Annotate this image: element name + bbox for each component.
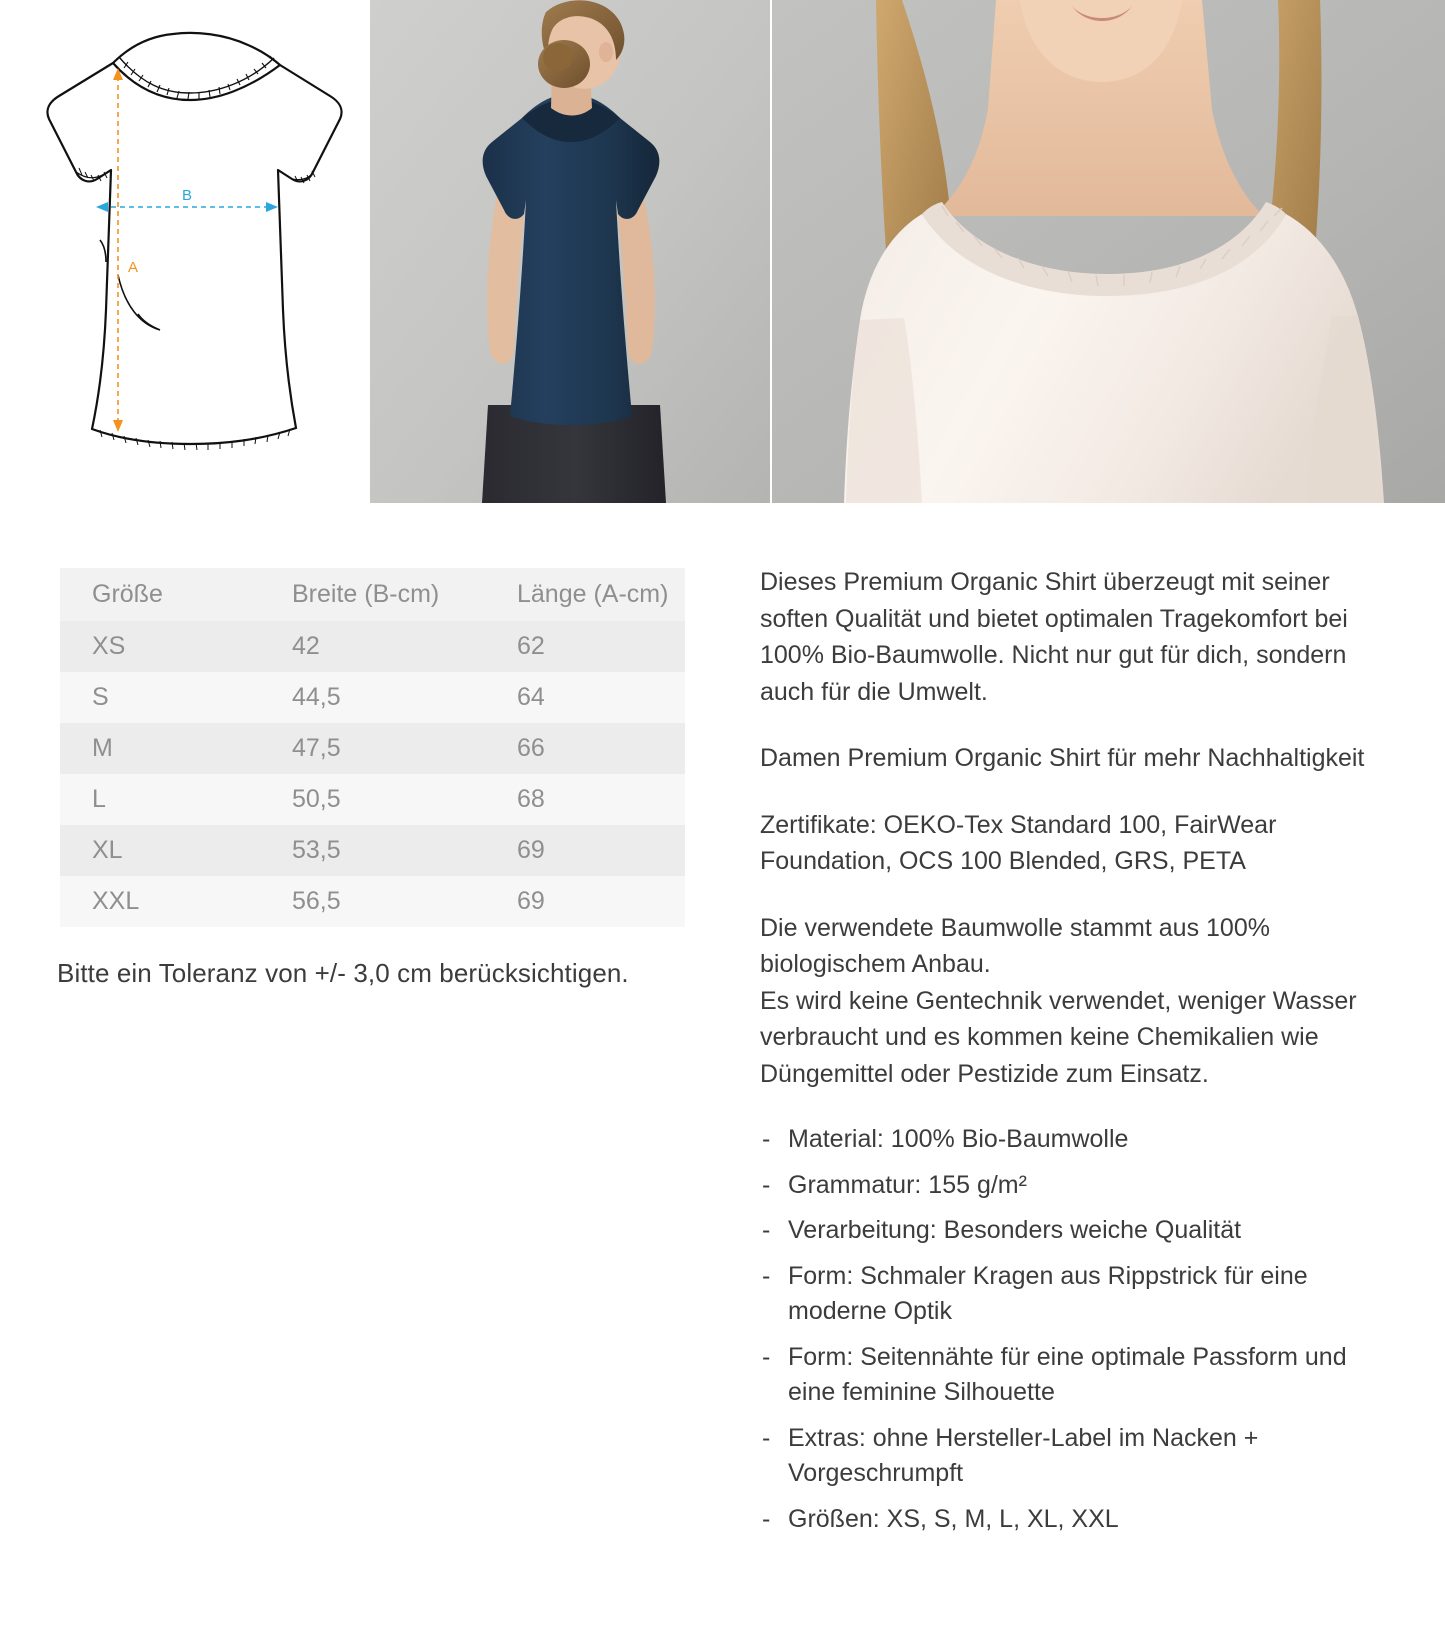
cell-length: 62 — [517, 632, 545, 660]
drawing-label-length: A — [127, 259, 139, 276]
tolerance-note: Bitte ein Toleranz von +/- 3,0 cm berücksichtigen. — [57, 958, 629, 988]
table-row — [60, 774, 685, 825]
bullet-dash-icon: - — [762, 1170, 771, 1199]
feature-text: Grammatur: 155 g/m² — [788, 1170, 1027, 1199]
t-shirt-technical-drawing — [0, 0, 370, 503]
product-image-strip — [0, 0, 1445, 503]
list-item — [760, 1259, 1388, 1330]
description-paragraph-1: Dieses Premium Organic Shirt überzeugt mit seiner soften Qualität und bietet optimalen Tragekomfort bei 100% Bio-Baumwolle. Nicht nur gut für dich, sondern auch für die Umwelt. — [760, 568, 1348, 706]
bullet-dash-icon: - — [762, 1261, 771, 1290]
model-front-closeup-photo — [772, 0, 1445, 503]
product-description — [760, 564, 1388, 1547]
model-back-view-photo — [370, 0, 770, 503]
cell-length: 66 — [517, 734, 545, 762]
description-paragraph-4: Die verwendete Baumwolle stammt aus 100% biologischem Anbau. — [760, 913, 1270, 978]
feature-text: Größen: XS, S, M, L, XL, XXL — [788, 1504, 1119, 1533]
bullet-dash-icon: - — [762, 1423, 771, 1452]
column-header-width: Breite (B-cm) — [260, 568, 485, 621]
bullet-dash-icon: - — [762, 1125, 771, 1153]
cell-size: XXL — [92, 887, 140, 915]
list-item — [760, 1340, 1388, 1411]
cell-width: 42 — [292, 632, 320, 660]
size-table — [60, 568, 685, 927]
column-header-length: Länge (A-cm) — [485, 568, 685, 621]
drawing-label-width: B — [181, 187, 193, 204]
table-row — [60, 876, 685, 927]
column-header-size: Größe — [60, 568, 260, 621]
table-row — [60, 672, 685, 723]
feature-list — [760, 1122, 1388, 1537]
feature-text: Verarbeitung: Besonders weiche Qualität — [788, 1216, 1242, 1244]
feature-text: Material: 100% Bio-Baumwolle — [788, 1125, 1129, 1153]
cell-length: 69 — [517, 887, 545, 915]
cell-size: XL — [92, 836, 123, 864]
size-table-header-row — [60, 568, 685, 621]
cell-length: 68 — [517, 785, 545, 813]
list-item — [760, 1213, 1388, 1249]
list-item — [760, 1122, 1388, 1158]
table-row — [60, 723, 685, 774]
cell-length: 69 — [517, 836, 545, 864]
feature-text: Form: Seitennähte für eine optimale Passform und eine feminine Silhouette — [788, 1342, 1347, 1406]
table-row — [60, 825, 685, 876]
feature-text: Extras: ohne Hersteller-Label im Nacken + Vorgeschrumpft — [788, 1423, 1259, 1487]
feature-text: Form: Schmaler Kragen aus Rippstrick für eine moderne Optik — [788, 1261, 1308, 1325]
bullet-dash-icon: - — [762, 1216, 771, 1244]
cell-width: 44,5 — [292, 683, 341, 711]
cell-size: S — [92, 683, 109, 711]
list-item — [760, 1421, 1388, 1492]
list-item — [760, 1168, 1388, 1204]
description-paragraph-2: Damen Premium Organic Shirt für mehr Nachhaltigkeit — [760, 744, 1365, 772]
cell-size: L — [92, 785, 106, 813]
bullet-dash-icon: - — [762, 1342, 771, 1371]
list-item — [760, 1502, 1388, 1538]
cell-width: 50,5 — [292, 785, 341, 813]
cell-width: 47,5 — [292, 734, 341, 762]
cell-length: 64 — [517, 683, 545, 711]
cell-width: 53,5 — [292, 836, 341, 864]
bullet-dash-icon: - — [762, 1504, 771, 1533]
table-row — [60, 621, 685, 672]
technical-drawing-panel — [0, 0, 370, 503]
cell-size: M — [92, 734, 113, 762]
cell-size: XS — [92, 632, 126, 660]
description-paragraph-5: Es wird keine Gentechnik verwendet, weniger Wasser verbraucht und es kommen keine Chemikalien wie Düngemittel oder Pestizide zum Einsatz. — [760, 986, 1357, 1088]
cell-width: 56,5 — [292, 887, 341, 915]
description-certificates: Zertifikate: OEKO-Tex Standard 100, FairWear Foundation, OCS 100 Blended, GRS, PETA — [760, 810, 1277, 875]
